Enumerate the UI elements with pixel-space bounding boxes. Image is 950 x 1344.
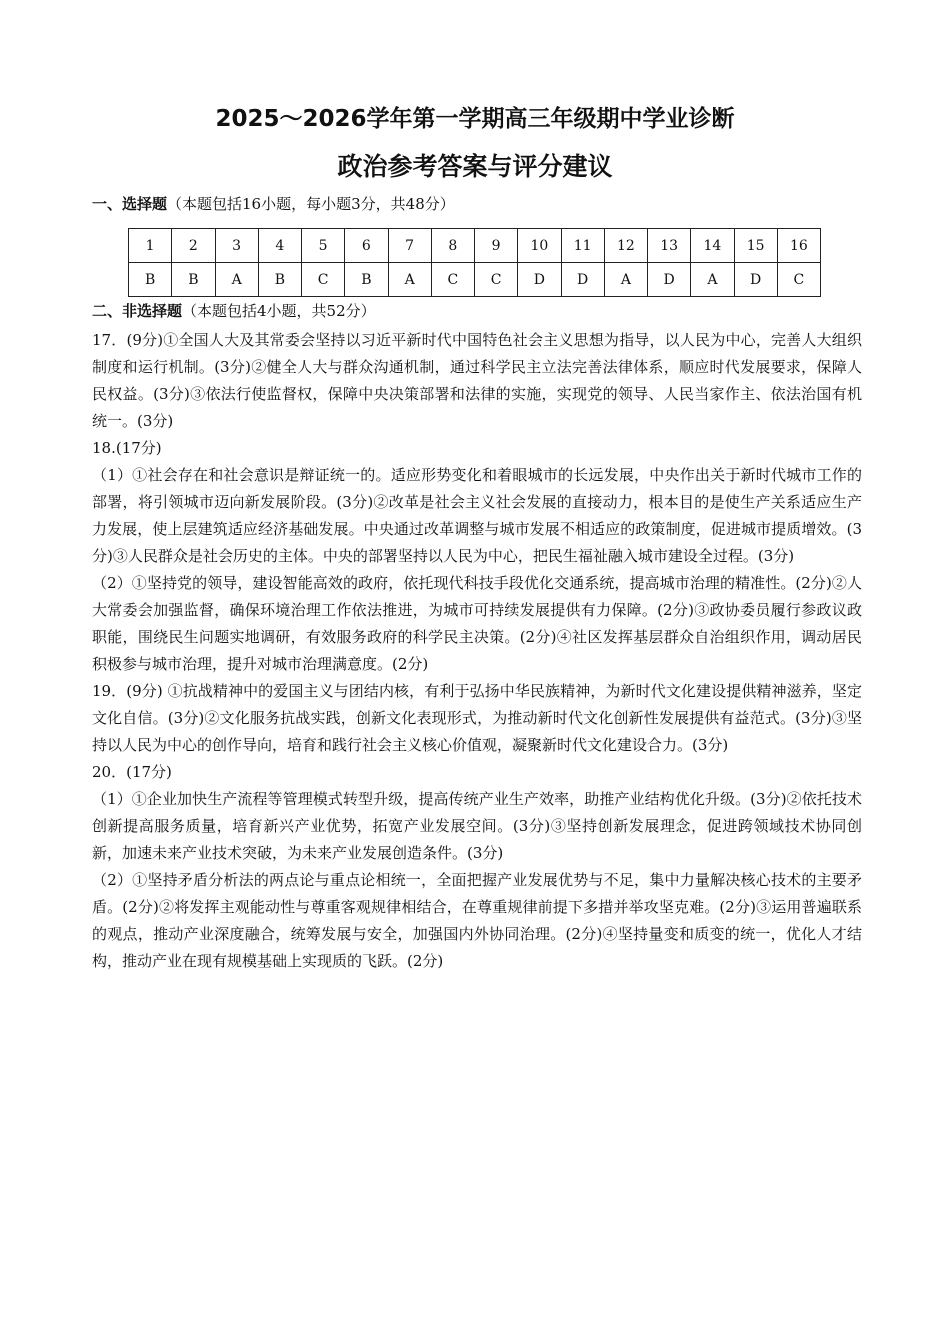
answer-letter: D [734,263,777,297]
answer-letter: C [302,263,345,297]
answer-number-row [129,229,821,263]
question-number: 11 [561,229,604,263]
page-subtitle: 政治参考答案与评分建议 [337,152,613,181]
answer-heading-18: 18.(17分) [92,439,162,457]
answer-letter: A [604,263,647,297]
answer-letter: A [215,263,258,297]
question-number: 4 [258,229,301,263]
answer-letter: B [258,263,301,297]
question-number: 8 [431,229,474,263]
question-number: 12 [604,229,647,263]
question-number: 6 [345,229,388,263]
question-number: 16 [777,229,820,263]
answer-table [128,228,821,297]
question-number: 3 [215,229,258,263]
answer-letter: D [648,263,691,297]
section-open-label: 二、非选择题 [92,302,183,320]
question-number: 1 [129,229,172,263]
answer-letter: C [777,263,820,297]
question-number: 2 [172,229,215,263]
answer-body [92,327,862,975]
answer-letter: B [345,263,388,297]
question-number: 9 [475,229,518,263]
answer-letter: C [475,263,518,297]
answer-letter: A [388,263,431,297]
answer-letter: D [518,263,561,297]
question-number: 7 [388,229,431,263]
section-open-note: （本题包括4小题，共52分） [182,302,376,320]
answer-letter: D [561,263,604,297]
answer-paragraph-20-2: （2）①坚持矛盾分析法的两点论与重点论相统一，全面把握产业发展优势与不足，集中力量解决核心技术的主要矛盾。(2分)②将发挥主观能动性与尊重客观规律相结合，在尊重规律前提下多措并举攻坚克难。(2分)③运用普遍联系的观点，推动产业深度融合，统筹发展与安全，加强国内外协同治理。(2分)④坚持量变和质变的统一，优化人才结构，推动产业在现有规模基础上实现质的飞跃。(2分) [92,871,862,970]
question-number: 13 [648,229,691,263]
section-choice-note: （本题包括16小题，每小题3分，共48分） [167,195,455,213]
answer-paragraph-20-1: （1）①企业加快生产流程等管理模式转型升级，提高传统产业生产效率，助推产业结构优化升级。(3分)②依托技术创新提高服务质量，培育新兴产业优势，拓宽产业发展空间。(3分)③坚持创新发展理念，促进跨领域技术协同创新，加速未来产业技术突破，为未来产业发展创造条件。(3分) [92,790,862,862]
question-number: 5 [302,229,345,263]
answer-paragraph-19: 19．(9分) ①抗战精神中的爱国主义与团结内核，有利于弘扬中华民族精神，为新时代文化建设提供精神滋养，坚定文化自信。(3分)②文化服务抗战实践，创新文化表现形式，为推动新时代文化创新性发展提供有益范式。(3分)③坚持以人民为中心的创作导向，培育和践行社会主义核心价值观，凝聚新时代文化建设合力。(3分) [92,682,862,754]
answer-letter: B [129,263,172,297]
section-choice-heading [92,193,455,214]
question-number: 14 [691,229,734,263]
answer-paragraph-18-1: （1）①社会存在和社会意识是辩证统一的。适应形势变化和着眼城市的长远发展，中央作出关于新时代城市工作的部署，将引领城市迈向新发展阶段。(3分)②改革是社会主义社会发展的直接动力，根本目的是使生产关系适应生产力发展，使上层建筑适应经济基础发展。中央通过改革调整与城市发展不相适应的政策制度，促进城市提质增效。(3分)③人民群众是社会历史的主体。中央的部署坚持以人民为中心，把民生福祉融入城市建设全过程。(3分) [92,466,862,565]
answer-heading-20: 20．(17分) [92,763,172,781]
answer-letter: C [431,263,474,297]
question-number: 10 [518,229,561,263]
question-number: 15 [734,229,777,263]
answer-letter: B [172,263,215,297]
answer-paragraph-18-2: （2）①坚持党的领导，建设智能高效的政府，依托现代科技手段优化交通系统，提高城市治理的精准性。(2分)②人大常委会加强监督，确保环境治理工作依法推进，为城市可持续发展提供有力保障。(2分)③政协委员履行参政议政职能，围绕民生问题实地调研，有效服务政府的科学民主决策。(2分)④社区发挥基层群众自治组织作用，调动居民积极参与城市治理，提升对城市治理满意度。(2分) [92,574,862,673]
page-title: 2025～2026学年第一学期高三年级期中学业诊断 [215,106,735,132]
answer-paragraph-17: 17．(9分)①全国人大及其常委会坚持以习近平新时代中国特色社会主义思想为指导，以人民为中心，完善人大组织制度和运行机制。(3分)②健全人大与群众沟通机制，通过科学民主立法完善法律体系，顺应时代发展要求，保障人民权益。(3分)③依法行使监督权，保障中央决策部署和法律的实施，实现党的领导、人民当家作主、依法治国有机统一。(3分) [92,331,862,430]
section-open-heading [92,300,376,321]
section-choice-label: 一、选择题 [92,195,168,213]
answer-letter: A [691,263,734,297]
answer-letter-row [129,263,821,297]
